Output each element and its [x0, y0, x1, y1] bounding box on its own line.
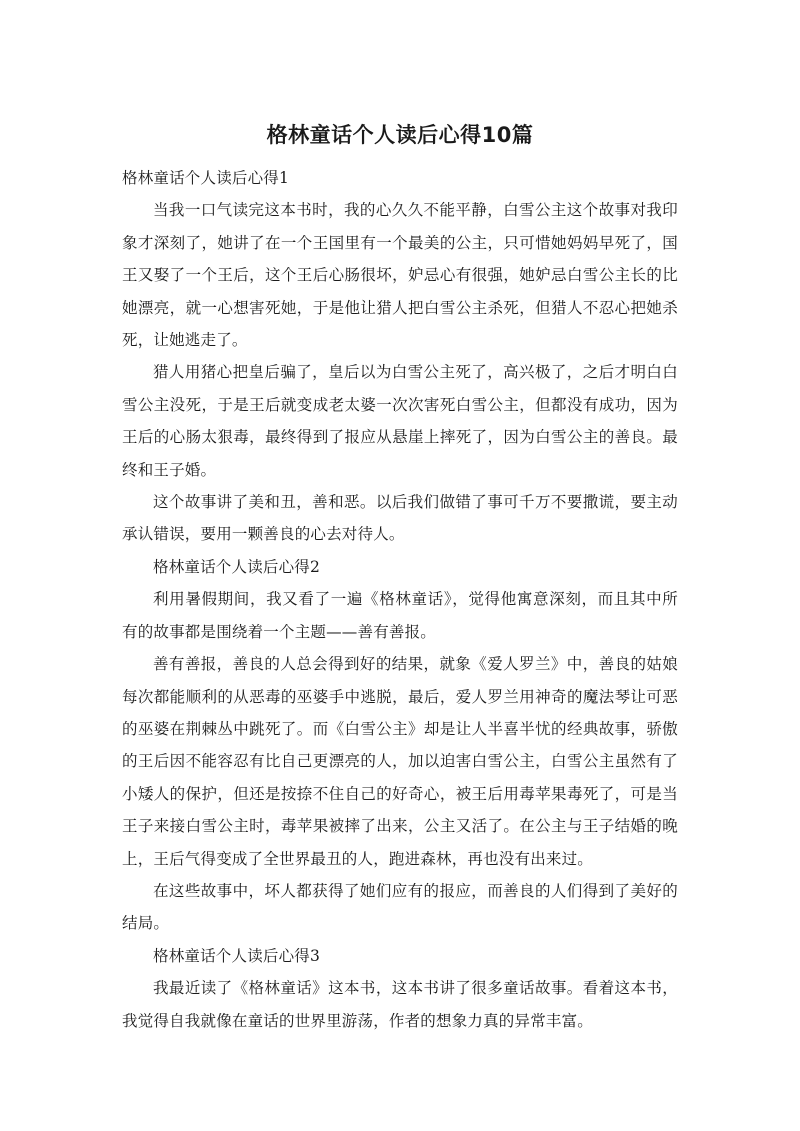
paragraph: 善有善报，善良的人总会得到好的结果，就象《爱人罗兰》中，善良的姑娘每次都能顺利的从恶毒的巫婆手中逃脱，最后，爱人罗兰用神奇的魔法琴让可恶的巫婆在荆棘丛中跳死了。而《白雪公主》却是让人半喜半忧的经典故事，骄傲的王后因不能容忍有比自己更漂亮的人，加以迫害白雪公主，白雪公主虽然有了小矮人的保护，但还是按捺不住自己的好奇心，被王后用毒苹果毒死了，可是当王子来接白雪公主时，毒苹果被摔了出来，公主又活了。在公主与王子结婚的晚上，王后气得变成了全世界最丑的人，跑进森林，再也没有出来过。: [122, 655, 678, 868]
paragraph: 在这些故事中，坏人都获得了她们应有的报应，而善良的人们得到了美好的结局。: [122, 881, 678, 933]
document-body: [122, 162, 678, 1037]
section-heading: 格林童话个人读后心得3: [153, 946, 321, 965]
paragraph: 我最近读了《格林童话》这本书，这本书讲了很多童话故事。看着这本书，我觉得自我就像在童话的世界里游荡，作者的想象力真的异常丰富。: [122, 979, 678, 1030]
paragraph: 这个故事讲了美和丑，善和恶。以后我们做错了事可千万不要撒谎，要主动承认错误，要用一颗善良的心去对待人。: [122, 493, 678, 544]
document-title: 格林童话个人读后心得10篇: [266, 123, 534, 147]
section-heading: 格林童话个人读后心得1: [122, 169, 290, 187]
paragraph: 当我一口气读完这本书时，我的心久久不能平静，白雪公主这个故事对我印象才深刻了，她讲了在一个王国里有一个最美的公主，只可惜她妈妈早死了，国王又娶了一个王后，这个王后心肠很坏，妒忌心有很强，她妒忌白雪公主长的比她漂亮，就一心想害死她，于是他让猎人把白雪公主杀死，但猎人不忍心把她杀死，让她逃走了。: [122, 201, 678, 350]
paragraph: 利用暑假期间，我又看了一遍《格林童话》，觉得他寓意深刻，而且其中所有的故事都是围绕着一个主题——善有善报。: [122, 590, 678, 641]
paragraph: 猎人用猪心把皇后骗了，皇后以为白雪公主死了，高兴极了，之后才明白白雪公主没死，于是王后就变成老太婆一次次害死白雪公主，但都没有成功，因为王后的心肠太狠毒，最终得到了报应从悬崖上摔死了，因为白雪公主的善良。最终和王子婚。: [122, 363, 678, 479]
section-heading: 格林童话个人读后心得2: [153, 557, 321, 576]
